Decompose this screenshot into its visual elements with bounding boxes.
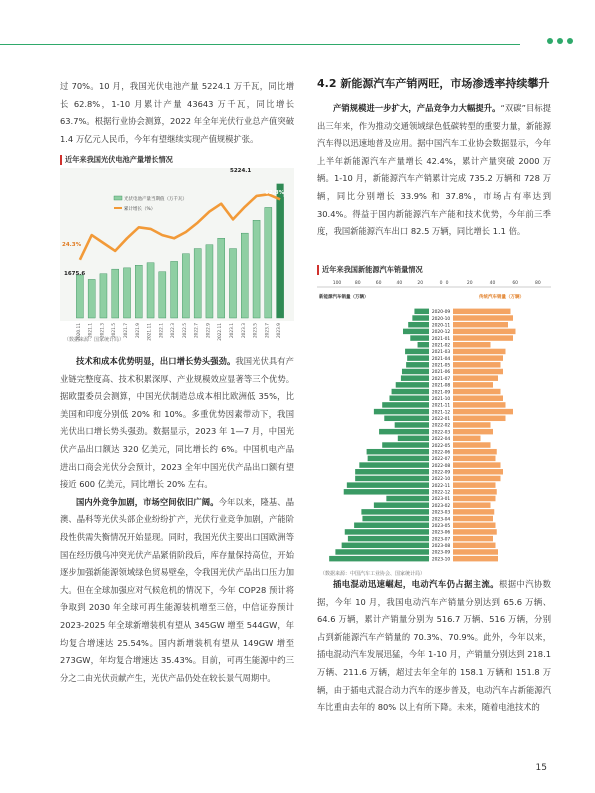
chart2-month-label: 2021-11 [431, 403, 451, 409]
chart2-ice-bar [453, 496, 496, 501]
chart1-xtick: 2021.11 [147, 323, 153, 341]
chart1-xtick: 2023.1 [230, 323, 235, 339]
chart2-left-tick: 40 [396, 281, 403, 286]
chart2-month-label: 2021-07 [431, 376, 451, 382]
chart2-nev-bar [410, 335, 429, 340]
chart2-nev-bar [342, 543, 429, 548]
chart2-ice-bar [453, 442, 491, 447]
chart1-bar [229, 249, 236, 318]
chart1-source: （数据来源：国家统计局） [64, 337, 125, 343]
chart2-month-label: 2022-11 [431, 483, 451, 489]
chart1-bar [182, 254, 189, 318]
nev-sales-chart [317, 278, 551, 568]
chart2-ice-bar [453, 362, 501, 367]
chart1-xtick: 2023.9 [277, 323, 283, 339]
chart1-legend-bar-swatch [114, 196, 122, 200]
chart2-ice-bar [453, 402, 506, 407]
right-column [317, 76, 551, 241]
chart2-ice-bar [453, 543, 496, 548]
chart2-month-label: 2020-11 [431, 323, 451, 329]
right-body [317, 576, 551, 717]
chart2-month-label: 2022-04 [431, 437, 451, 443]
chart1-xtick: 2022.1 [159, 323, 165, 339]
chart1-xtick: 2023.7 [265, 323, 271, 339]
p2-lead: 技术和成本优势明显，出口增长势头强劲。 [76, 356, 236, 366]
chart2-ice-bar [453, 322, 508, 327]
chart1-pct-left-label: 24.3% [62, 242, 82, 248]
chart2-ice-bar [453, 509, 494, 514]
chart2-ice-bar [453, 456, 496, 461]
chart2-nev-bar [329, 556, 429, 561]
chart1-bar [100, 274, 107, 318]
chart2-ice-bar [453, 522, 496, 527]
chart2-month-label: 2022-02 [431, 423, 451, 429]
chart2-month-label: 2022-06 [431, 450, 451, 456]
chart1-xtick: 2020.11 [76, 323, 82, 341]
chart2-left-tick: 100 [332, 281, 342, 286]
chart2-nev-bar [408, 322, 429, 327]
chart2-month-label: 2023-06 [431, 530, 451, 536]
header-rule [0, 44, 520, 45]
left-body [60, 353, 294, 687]
chart2-ice-bar [453, 416, 506, 421]
chart1-xtick: 2022.5 [182, 323, 188, 339]
chart1-bar [88, 279, 95, 318]
chart2-nev-bar [361, 509, 429, 514]
chart2-month-label: 2023-09 [431, 550, 451, 556]
chart2-nev-bar [354, 522, 429, 527]
page-number: 15 [535, 763, 547, 773]
chart2-month-label: 2023-03 [431, 510, 451, 516]
chart2-nev-bar [344, 489, 429, 494]
chart1-xtick: 2022.3 [171, 323, 177, 339]
chart2-ice-bar [453, 502, 491, 507]
chart2-ice-bar [453, 529, 497, 534]
chart2-ice-bar [453, 335, 513, 340]
chart2-nev-bar [396, 382, 429, 387]
chart1-peak-label: 5224.1 [230, 168, 252, 174]
chart2-month-label: 2023-02 [431, 503, 451, 509]
chart2-right-tick: 20 [466, 281, 473, 286]
chart2-ice-bar [453, 409, 513, 414]
chart2-nev-bar [407, 355, 429, 360]
chart2-ice-bar [453, 436, 481, 441]
left-paragraph-2 [60, 353, 294, 494]
chart2-month-label: 2023-08 [431, 544, 451, 550]
chart2-month-label: 2021-08 [431, 383, 451, 389]
chart1-legend-bar: 光伏电池产量当期值（万千瓦） [124, 197, 187, 202]
chart2-nev-bar [335, 549, 429, 554]
chart2-nev-bar [395, 422, 429, 427]
chart2-ice-bar [453, 489, 497, 494]
chart2-month-label: 2020-10 [431, 316, 451, 322]
chart1-bar [253, 220, 260, 318]
chart2-month-label: 2023-05 [431, 523, 451, 529]
pv-production-chart [60, 168, 294, 321]
chart2-ice-bar [453, 329, 516, 334]
chart2-nev-bar [374, 502, 429, 507]
chart2-month-label: 2022-07 [431, 457, 451, 463]
chart2-month-label: 2021-12 [431, 410, 451, 416]
chart1-xtick: 2022.9 [206, 323, 212, 339]
chart2-ice-bar [453, 395, 503, 400]
chart2-ice-bar [453, 309, 511, 314]
chart2-month-label: 2022-08 [431, 463, 451, 469]
chart1-pct-right-label: 62.8% [265, 190, 285, 196]
r-p1-body: “双碳”目标提出三年来，作为推动交通领域绿色低碳转型的重要力量，新能源汽车得以迅速地普及应用。据中国汽车工业协会数据显示，今年上半年新能源汽车产量增长 42.4%，累计产量突破 2000 万辆。1-10 月，新能源汽车产销累计完成 735.2 万辆和 728 万辆，同比分别增长 33.9% 和 37.8%，市场占有率达到 30.4%。得益于国内新能源汽车产能和技术优势，今年前三季度，我国新能源汽车出口 82.5 万辆，同比增长 1.1 倍。 [317, 103, 551, 237]
chart2-month-label: 2022-09 [431, 470, 451, 476]
chart2-nev-bar [355, 469, 429, 474]
chart2-nev-bar [412, 315, 429, 320]
chart1-xtick: 2022.7 [194, 323, 200, 339]
r-p2-body: 根据中汽协数据，今年 10 月，我国电动汽车产销量分别达到 65.6 万辆、64.6 万辆，累计产销量分别为 516.7 万辆、516 万辆，分别占到新能源汽车产销量的 70.3%、70.9%。此外，今年以来，插电混动汽车发展迅猛，今年 1-10 月，产销量分别达到 218.1 万辆、211.6 万辆，超过去年全年的 158.1 万辆和 151.8 万辆，由于插电式混合动力汽车的逐步普及，电动汽车占新能源汽车比重由去年的 80% 以上有所下降。未来，随着电池技术的 [317, 579, 551, 713]
chart2-right-tick: 80 [535, 281, 541, 286]
chart2-nev-bar [405, 349, 429, 354]
chart1-title: 近年来我国光伏电池产量增长情况 [60, 155, 294, 165]
chart2-month-label: 2023-01 [431, 497, 451, 503]
chart2-left-tick: 80 [354, 281, 361, 286]
chart2-left-tick: 60 [375, 281, 382, 286]
left-paragraph-3 [60, 494, 294, 688]
chart2-month-label: 2022-01 [431, 417, 451, 423]
chart2-ice-bar [453, 462, 501, 467]
chart2-ice-bar [453, 476, 501, 481]
p3-body: 今年以来，隆基、晶澳、晶科等光伏头部企业纷纷扩产，光伏行业竞争加剧，产能阶段性供需失衡情况开始显现。同时，我国光伏主要出口国欧洲等国在经历俄乌冲突光伏产品紧俏阶段后，库存量保持高位，开始逐步加强新能源领域绿色贸易壁垒，令我国光伏产品出口压力加大。但在全球加强应对气候危机的情况下，今年 COP28 预计将争取到 2030 年全球可再生能源装机增至三倍，中信证券预计 2023-2025 年全球新增装机有望从 345GW 增至 544GW，年均复合增速达 25.54%。国内新增装机有望从 149GW 增至 273GW，年均复合增速达 35.43%。目前，可再生能源中约三分之二由光伏贡献产生，光伏产品仍处在较长景气周期中。 [60, 496, 294, 683]
chart2-month-label: 2022-03 [431, 430, 451, 436]
chart2-ice-bar [453, 349, 506, 354]
chart2-panel [317, 278, 551, 568]
chart2-month-label: 2022-10 [431, 477, 451, 483]
r-p1-lead: 产销规模进一步扩大，产品竞争力大幅提升。 [333, 103, 501, 113]
chart2-nev-bar [368, 456, 429, 461]
chart1-bar [159, 272, 166, 318]
chart2-ice-bar [453, 375, 498, 380]
chart2-ice-bar [453, 369, 503, 374]
chart1-xtick: 2021.5 [112, 323, 118, 339]
chart2-month-label: 2021-01 [431, 336, 451, 342]
chart2-legend-right: 传统汽车销量（万辆） [479, 295, 524, 300]
chart2-ice-bar [453, 389, 501, 394]
chart1-xtick: 2023.5 [253, 323, 259, 339]
chart2-nev-bar [347, 482, 429, 487]
chart1-start-label: 1675.6 [64, 271, 86, 277]
chart2-right-tick: 60 [512, 281, 519, 286]
chart2-month-label: 2022-05 [431, 443, 451, 449]
right-paragraph-2 [317, 576, 551, 717]
chart2-month-label: 2021-04 [431, 356, 451, 362]
chart1-bar [171, 261, 178, 318]
chart2-month-label: 2021-06 [431, 370, 451, 376]
chart2-nev-bar [398, 436, 429, 441]
chart1-bar-peak [277, 184, 284, 318]
left-column [60, 78, 294, 148]
chart1-legend-line: 累计增长（%） [124, 207, 156, 212]
chart2-ice-bar [453, 315, 513, 320]
chart2-month-label: 2021-02 [431, 343, 451, 349]
chart1-bar [135, 265, 142, 318]
chart2-nev-bar [418, 342, 429, 347]
chart2-title: 近年来我国新能源汽车销量情况 [317, 265, 551, 275]
header-dots [547, 38, 573, 44]
chart2-ice-bar [453, 536, 493, 541]
chart2-right-tick: 40 [489, 281, 496, 286]
chart1-xtick: 2022.11 [218, 323, 224, 341]
chart2-left-tick: 0 [439, 281, 443, 286]
chart2-nev-bar [362, 516, 429, 521]
chart1-bar [123, 268, 130, 318]
chart2-nev-bar [386, 496, 429, 501]
chart2-nev-bar [389, 395, 429, 400]
chart1-bar [206, 245, 213, 318]
section-heading: 4.2 新能源汽车产销两旺，市场渗透率持续攀升 [317, 77, 550, 90]
chart1-bar [218, 238, 225, 318]
chart2-nev-bar [392, 389, 429, 394]
right-paragraph-1 [317, 100, 551, 241]
chart2-month-label: 2023-10 [431, 557, 451, 563]
chart1-growth-line [80, 194, 280, 259]
chart2-month-label: 2021-03 [431, 350, 451, 356]
chart1-xtick: 2021.1 [88, 323, 94, 339]
p3-lead: 国内外竞争加剧，市场空间依旧广阔。 [76, 496, 219, 507]
chart2-ice-bar [453, 482, 496, 487]
chart2-right-tick: 0 [445, 281, 449, 286]
chart2-left-tick: 20 [417, 281, 424, 286]
chart1-bar [194, 249, 201, 318]
chart2-nev-bar [379, 429, 429, 434]
chart2-nev-bar [402, 369, 429, 374]
chart2-ice-bar [453, 429, 493, 434]
chart2-nev-bar [382, 402, 429, 407]
chart2-nev-bar [359, 462, 429, 467]
chart1-bar [265, 207, 272, 318]
chart2-source: （数据来源：中国汽车工业协会、国家统计局） [320, 571, 426, 577]
chart2-nev-bar [406, 362, 429, 367]
chart2-nev-bar [345, 529, 429, 534]
chart1-bar [241, 233, 248, 318]
chart2-month-label: 2023-04 [431, 517, 451, 523]
chart1-bar [147, 263, 154, 318]
chart2-nev-bar [382, 442, 429, 447]
chart2-ice-bar [453, 382, 493, 387]
chart2-nev-bar [367, 449, 429, 454]
chart1-bar [76, 275, 83, 318]
chart1-xtick: 2021.7 [124, 323, 129, 339]
chart2-month-label: 2021-10 [431, 396, 451, 402]
chart1-xtick: 2021.3 [100, 323, 106, 339]
chart1-xtick: 2021.9 [135, 323, 141, 339]
chart1-xtick: 2023.3 [241, 323, 247, 339]
chart2-ice-bar [453, 469, 503, 474]
chart2-month-label: 2020-12 [431, 330, 451, 336]
chart2-ice-bar [453, 556, 498, 561]
chart2-nev-bar [384, 416, 429, 421]
chart2-month-label: 2023-07 [431, 537, 451, 543]
chart2-ice-bar [453, 342, 491, 347]
chart2-month-label: 2021-09 [431, 390, 451, 396]
chart2-ice-bar [453, 449, 497, 454]
r-p2-lead: 插电混动迅速崛起，电动汽车仍占据主流。 [333, 579, 499, 589]
chart2-nev-bar [348, 536, 429, 541]
chart2-legend-left: 新能源汽车销量（万辆） [319, 295, 369, 300]
chart2-nev-bar [374, 409, 429, 414]
left-intro-paragraph: 过 70%。10 月，我国光伏电池产量 5224.1 万千瓦，同比增长 62.8%，1-10 月累计产量 43643 万千瓦，同比增长 63.7%。根据行业协会测算，2022 年全年光伏行业总产值突破 1.4 万亿元人民币，今年有望继续实现产值规模扩张。 [60, 81, 294, 144]
chart2-nev-bar [401, 375, 429, 380]
chart2-nev-bar [403, 329, 429, 334]
chart2-ice-bar [453, 422, 491, 427]
chart2-ice-bar [453, 355, 503, 360]
chart2-month-label: 2022-12 [431, 490, 451, 496]
chart2-ice-bar [453, 516, 493, 521]
chart1-bar [112, 269, 119, 318]
chart2-nev-bar [355, 476, 429, 481]
chart2-nev-bar [414, 309, 429, 314]
chart2-ice-bar [453, 549, 498, 554]
chart2-month-label: 2020-09 [431, 310, 451, 316]
p2-body: 我国光伏具有产业链完整度高、技术积累深厚、产业规模效应显著等三个优势。据欧盟委员会测算，中国光伏制造总成本相比欧洲低 35%，比美国和印度分别低 20% 和 10%。多重优势因素带动下，我国光伏出口增长势头强劲。数据显示，2023 年 1—7 月，中国光伏产品出口额达 320 亿美元，同比增长约 6%。中国机电产品进出口商会光伏分会预计，2023 全年中国光伏产品出口额有望接近 600 亿美元，同比增长 20% 左右。 [60, 356, 294, 490]
chart2-month-label: 2021-05 [431, 363, 451, 369]
